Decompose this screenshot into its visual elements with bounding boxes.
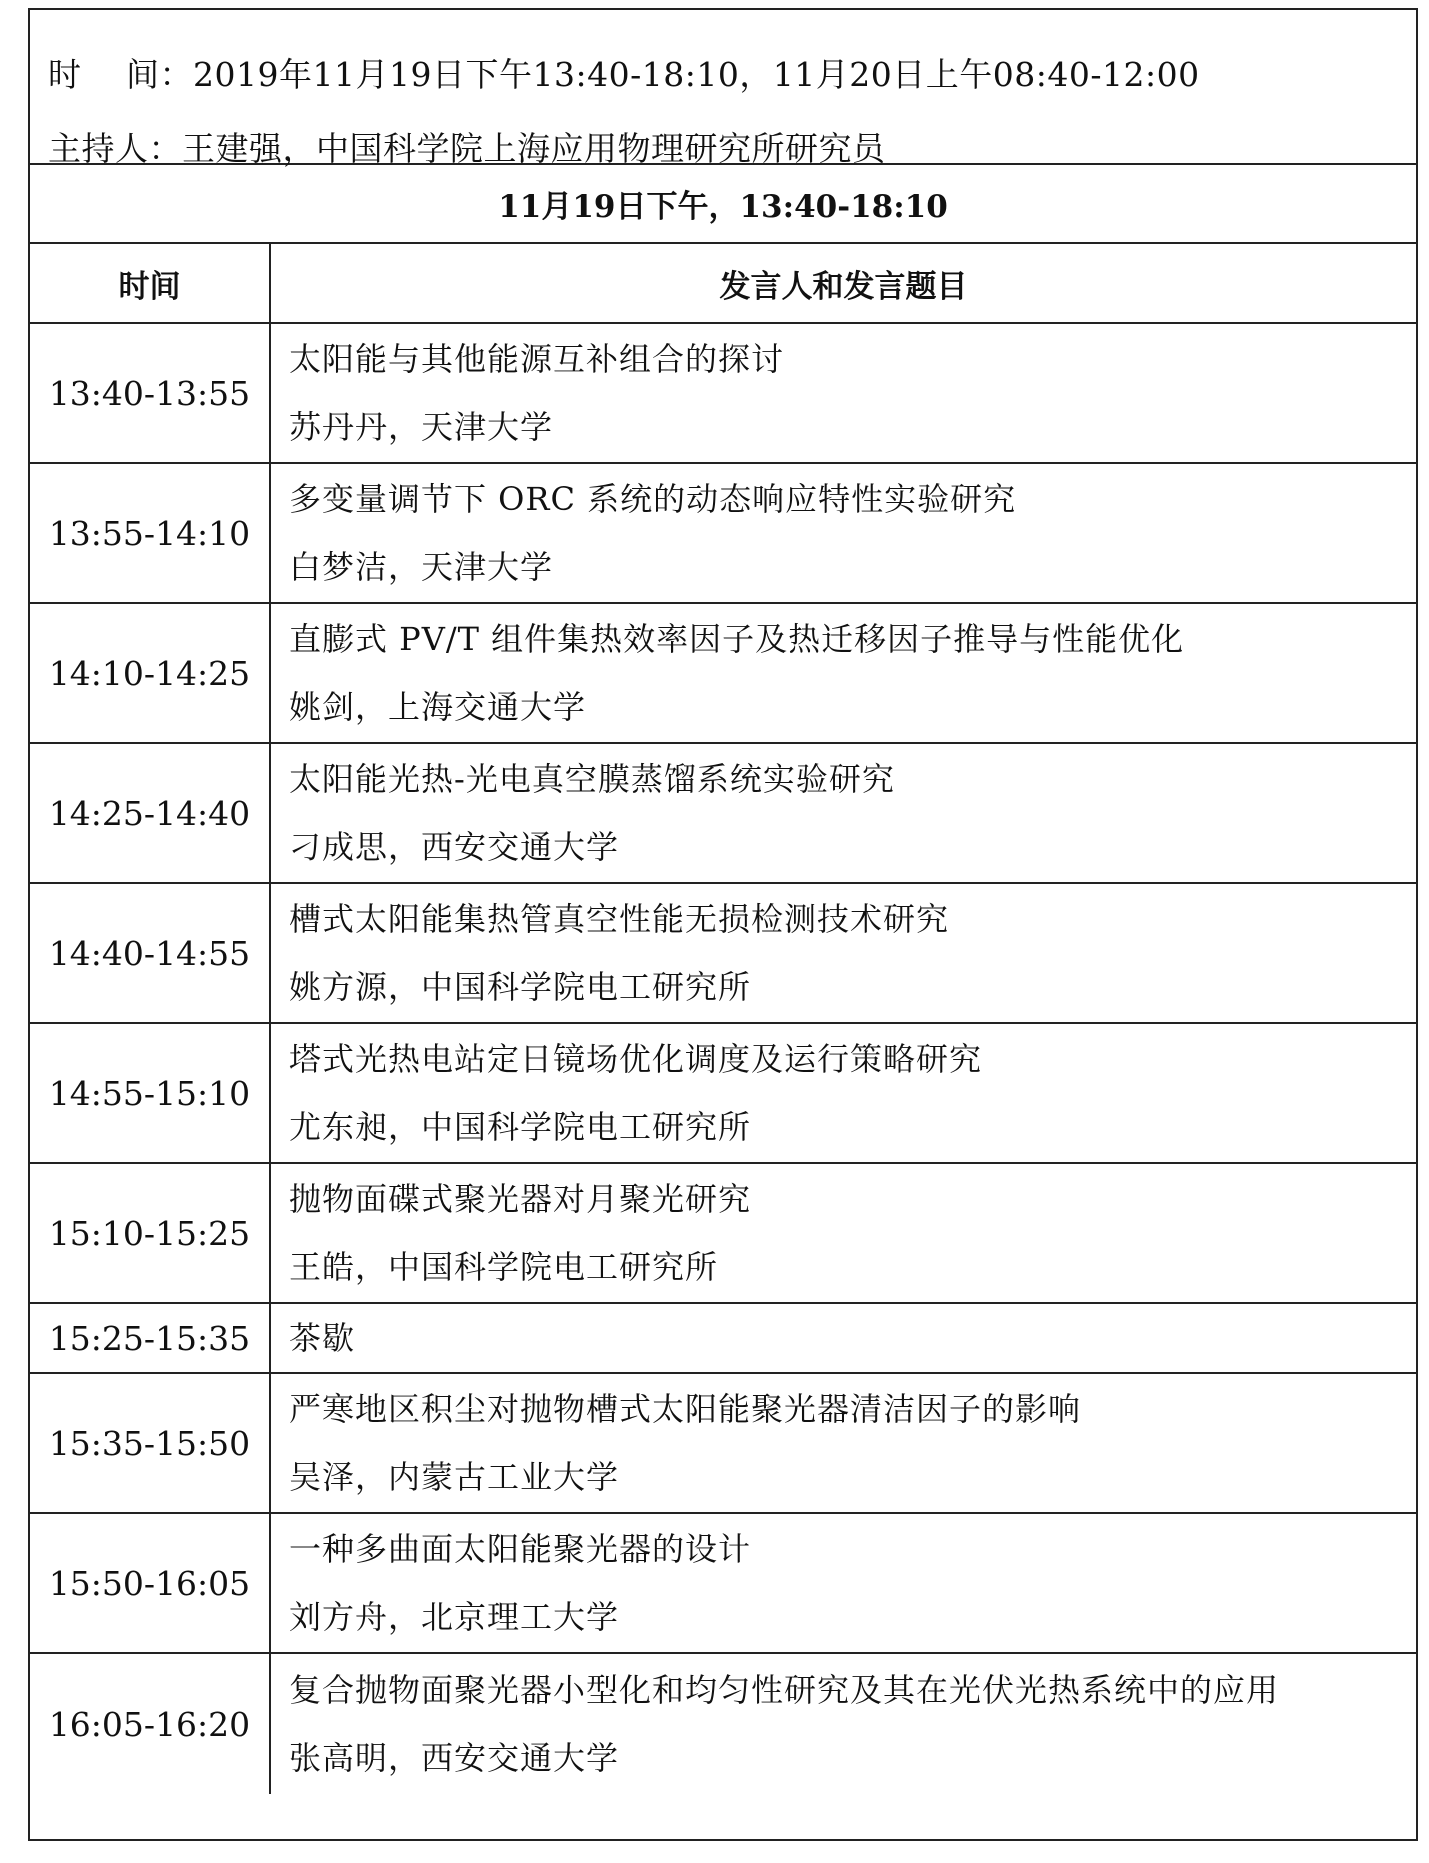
- tea-break: 茶歇: [289, 1319, 356, 1357]
- schedule-table: [28, 8, 1418, 1841]
- table-row: [30, 1024, 1416, 1164]
- row-time: 14:55-15:10: [30, 1024, 271, 1162]
- speaker: 苏丹丹，天津大学: [289, 408, 554, 446]
- row-time: 15:25-15:35: [30, 1304, 271, 1372]
- time-value: 2019年11月19日下午13:40-18:10，11月20日上午08:40-12:00: [193, 55, 1200, 94]
- time-row: [48, 38, 1416, 112]
- row-time: 15:50-16:05: [30, 1514, 271, 1652]
- speaker: 尤东昶，中国科学院电工研究所: [289, 1108, 752, 1146]
- talk-title: 太阳能光热-光电真空膜蒸馏系统实验研究: [289, 760, 895, 798]
- header-block: [30, 10, 1416, 168]
- row-time: 15:10-15:25: [30, 1164, 271, 1302]
- speaker: 刘方舟，北京理工大学: [289, 1598, 620, 1636]
- row-time: 14:25-14:40: [30, 744, 271, 882]
- row-content: [271, 1374, 1416, 1512]
- column-header-content: 发言人和发言题目: [719, 268, 968, 305]
- speaker: 姚方源，中国科学院电工研究所: [289, 968, 752, 1006]
- row-content: [271, 1164, 1416, 1302]
- column-header-row: [30, 244, 1416, 324]
- row-content: [271, 1514, 1416, 1652]
- talk-title: 复合抛物面聚光器小型化和均匀性研究及其在光伏光热系统中的应用: [289, 1671, 1280, 1709]
- table-row: [30, 1164, 1416, 1304]
- speaker: 刁成思，西安交通大学: [289, 828, 620, 866]
- session-title: 11月19日下午，13:40-18:10: [30, 165, 1416, 244]
- row-content: [271, 1024, 1416, 1162]
- table-row: [30, 1514, 1416, 1654]
- talk-title: 严寒地区积尘对抛物槽式太阳能聚光器清洁因子的影响: [289, 1390, 1082, 1428]
- row-content: [271, 324, 1416, 462]
- column-header-time: 时间: [30, 244, 271, 322]
- speaker: 白梦洁，天津大学: [289, 548, 554, 586]
- row-content: [271, 1304, 1416, 1372]
- talk-title: 一种多曲面太阳能聚光器的设计: [289, 1530, 752, 1568]
- row-time: 14:10-14:25: [30, 604, 271, 742]
- speaker: 吴泽，内蒙古工业大学: [289, 1458, 620, 1496]
- row-time: 15:35-15:50: [30, 1374, 271, 1512]
- row-content: [271, 604, 1416, 742]
- talk-title: 槽式太阳能集热管真空性能无损检测技术研究: [289, 900, 950, 938]
- table-row: [30, 744, 1416, 884]
- talk-title: 抛物面碟式聚光器对月聚光研究: [289, 1180, 752, 1218]
- row-content: [271, 1654, 1416, 1794]
- talk-title: 直膨式 PV/T 组件集热效率因子及热迁移因子推导与性能优化: [289, 620, 1185, 658]
- table-row: [30, 884, 1416, 1024]
- host-value: 王建强，中国科学院上海应用物理研究所研究员: [182, 129, 886, 168]
- speaker: 张高明，西安交通大学: [289, 1739, 620, 1777]
- table-row: [30, 1654, 1416, 1794]
- row-time: 13:40-13:55: [30, 324, 271, 462]
- row-content: [271, 464, 1416, 602]
- row-time: 16:05-16:20: [30, 1654, 271, 1794]
- host-label: 主持人：: [48, 129, 182, 168]
- row-content: [271, 884, 1416, 1022]
- row-time: 13:55-14:10: [30, 464, 271, 602]
- table-row: [30, 324, 1416, 464]
- row-time: 14:40-14:55: [30, 884, 271, 1022]
- talk-title: 塔式光热电站定日镜场优化调度及运行策略研究: [289, 1040, 983, 1078]
- talk-title: 太阳能与其他能源互补组合的探讨: [289, 340, 785, 378]
- table-row: [30, 604, 1416, 744]
- table-row: [30, 1304, 1416, 1374]
- row-content: [271, 744, 1416, 882]
- talk-title: 多变量调节下 ORC 系统的动态响应特性实验研究: [289, 480, 1017, 518]
- table-row: [30, 464, 1416, 604]
- speaker: 王皓，中国科学院电工研究所: [289, 1248, 719, 1286]
- speaker: 姚剑，上海交通大学: [289, 688, 587, 726]
- table-row: [30, 1374, 1416, 1514]
- time-label: 时 间：: [48, 55, 193, 94]
